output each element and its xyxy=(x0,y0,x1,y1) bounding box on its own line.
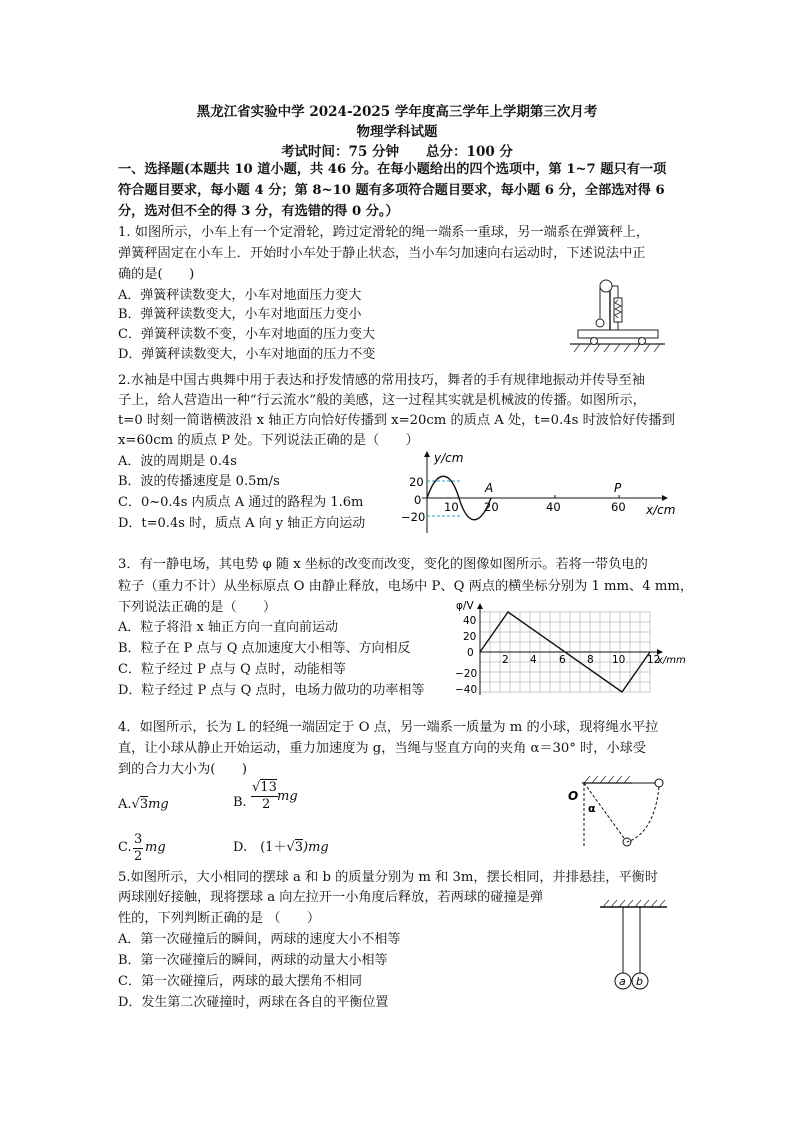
q4-line-2: 直，让小球从静止开始运动，重力加速度为 g，当绳与竖直方向的夹角 α＝30° 时，小球受 xyxy=(118,741,647,756)
q3-ytick-40: 40 xyxy=(463,615,477,627)
q3-line-2: 粒子（重力不计）从坐标原点 O 由静止释放，电场中 P、Q 两点的横坐标分别为 1 mm、4 mm， xyxy=(118,579,694,594)
q2-xtick-40: 40 xyxy=(546,500,561,514)
q3-xtick-12: 12 xyxy=(647,654,661,666)
q4-option-b-radicand: 13 xyxy=(260,780,277,795)
q3-ytick-20: 20 xyxy=(463,631,477,643)
q4-option-c-denominator: 2 xyxy=(134,849,143,864)
q3-line-3: 下列说法正确的是（ ） xyxy=(118,600,277,615)
q4-option-d[interactable] xyxy=(233,838,329,858)
q3-xtick-4: 4 xyxy=(530,654,537,666)
q3-line-1: 3．有一静电场，其电势 φ 随 x 坐标的改变而改变，变化的图像如图所示。若将一带负电的 xyxy=(118,557,648,572)
exam-title: 黑龙江省实验中学 2024-2025 学年度高三学年上学期第三次月考 xyxy=(196,104,598,120)
q1-cart-figure xyxy=(560,272,670,354)
exam-info xyxy=(0,140,794,160)
q5-line-1: 5.如图所示，大小相同的摆球 a 和 b 的质量分别为 m 和 3m，摆长相同，并排悬挂，平衡时 xyxy=(118,870,659,885)
q4-option-b-denominator: 2 xyxy=(262,797,271,812)
q4-option-d-prefix: D. (1＋ xyxy=(233,840,287,855)
q4-option-a-prefix: A. xyxy=(118,797,132,812)
q5-option-d[interactable]: D．发生第二次碰撞时，两球在各自的平衡位置 xyxy=(118,995,389,1010)
q3-ytick-0: 0 xyxy=(467,647,474,659)
q3-option-b[interactable]: B．粒子在 P 点与 Q 点加速度大小相等、方向相反 xyxy=(118,641,411,656)
q3-option-a[interactable]: A．粒子将沿 x 轴正方向一直向前运动 xyxy=(118,620,338,635)
q1-line-1: 1. 如图所示，小车上有一个定滑轮，跨过定滑轮的绳一端系一重球，另一端系在弹簧秤上， xyxy=(118,225,650,240)
q5-ball-b: b xyxy=(636,975,643,988)
q1-line-2: 弹簧秤固定在小车上．开始时小车处于静止状态，当小车匀加速向右运动时，下述说法中正 xyxy=(118,246,646,261)
q2-option-c[interactable]: C．0~0.4s 内质点 A 通过的路程为 1.6m xyxy=(118,495,364,510)
q4-label-alpha: α xyxy=(588,802,596,815)
q2-xtick-60: 60 xyxy=(611,500,626,514)
q4-option-a-unit: mg xyxy=(148,797,169,812)
q3-ytick-neg20: −20 xyxy=(455,668,478,680)
section1-line-2: 符合题目要求，每小题 4 分；第 8~10 题有多项符合题目要求，每小题 6 分，全部选对得 6 xyxy=(118,183,665,198)
q3-option-d[interactable]: D．粒子经过 P 点与 Q 点时，电场力做功的功率相等 xyxy=(118,683,425,698)
q4-option-c-unit: mg xyxy=(145,840,166,855)
q4-pendulum-figure xyxy=(562,768,682,858)
q1-option-c[interactable]: C．弹簧秤读数不变，小车对地面的压力变大 xyxy=(118,327,375,342)
q3-xtick-6: 6 xyxy=(559,654,566,666)
q3-ylabel: φ/V xyxy=(456,600,474,612)
q2-wave-graph xyxy=(392,448,677,538)
q4-option-a[interactable] xyxy=(118,795,169,815)
q2-point-a: A xyxy=(485,481,494,495)
q2-ytick-neg20: −20 xyxy=(401,510,426,524)
q2-ylabel: y/cm xyxy=(434,451,464,465)
q3-xtick-2: 2 xyxy=(502,654,509,666)
q2-line-2: 子上，给人营造出一种“行云流水”般的美感，这一过程其实就是机械波的传播。如图所示， xyxy=(118,393,646,408)
subject-title: 物理学科试题 xyxy=(356,124,438,140)
q2-point-p: P xyxy=(614,481,622,495)
q1-option-a[interactable]: A．弹簧秤读数变大，小车对地面压力变大 xyxy=(118,288,362,303)
q4-line-1: 4．如图所示，长为 L 的轻绳一端固定于 O 点，另一端系一质量为 m 的小球，现将绳水平拉 xyxy=(118,720,659,735)
q3-ytick-neg40: −40 xyxy=(455,684,478,696)
q4-option-c-numerator: 3 xyxy=(134,832,143,847)
q2-option-b[interactable]: B．波的传播速度是 0.5m/s xyxy=(118,474,280,489)
q3-xtick-8: 8 xyxy=(587,654,594,666)
q2-xtick-10: 10 xyxy=(444,500,459,514)
exam-info-text: 考试时间：75 分钟 总分：100 分 xyxy=(281,144,513,160)
q5-pendulums-figure xyxy=(595,892,675,997)
q1-option-b[interactable]: B．弹簧秤读数变大，小车对地面压力变小 xyxy=(118,307,362,322)
q4-option-b-prefix: B. xyxy=(233,795,247,810)
q2-option-d[interactable]: D．t=0.4s 时，质点 A 向 y 轴正方向运动 xyxy=(118,516,366,531)
q4-option-a-radicand: 3 xyxy=(139,797,149,812)
q5-option-a[interactable]: A．第一次碰撞后的瞬间，两球的速度大小不相等 xyxy=(118,932,401,947)
q3-potential-graph xyxy=(450,600,686,700)
q2-xlabel: x/cm xyxy=(646,503,676,517)
q4-line-3: 到的合力大小为( ) xyxy=(118,762,247,777)
q5-line-3: 性的，下列判断正确的是 （ ） xyxy=(118,911,321,926)
q2-line-4: x=60cm 的质点 P 处。下列说法正确的是（ ） xyxy=(118,433,419,448)
q4-option-b-unit: mg xyxy=(277,789,298,804)
q1-line-3: 确的是( ) xyxy=(118,267,195,282)
q4-option-d-radicand: 3 xyxy=(294,840,304,855)
q2-ytick-0: 0 xyxy=(414,493,422,507)
q5-ball-a: a xyxy=(619,975,626,988)
q2-option-a[interactable]: A．波的周期是 0.4s xyxy=(118,454,237,469)
q2-line-3: t=0 时刻一简谐横波沿 x 轴正方向恰好传播到 x=20cm 的质点 A 处，t=0.4s 时波恰好传播到 xyxy=(118,413,675,428)
q3-option-c[interactable]: C．粒子经过 P 点与 Q 点时，动能相等 xyxy=(118,662,346,677)
q5-option-b[interactable]: B．第一次碰撞后的瞬间，两球的动量大小相等 xyxy=(118,953,388,968)
sqrt-icon: √ xyxy=(286,840,295,855)
q2-ytick-20: 20 xyxy=(409,475,424,489)
q3-xlabel: x/mm xyxy=(657,655,686,666)
q2-line-1: 2.水袖是中国古典舞中用于表达和抒发情感的常用技巧，舞者的手有规律地振动并传导至袖 xyxy=(118,373,645,388)
q5-line-2: 两球刚好接触，现将摆球 a 向左拉开一小角度后释放，若两球的碰撞是弹 xyxy=(118,890,544,905)
q1-option-d[interactable]: D．弹簧秤读数变大，小车对地面的压力不变 xyxy=(118,347,376,362)
q2-xtick-20: 20 xyxy=(484,500,499,514)
section1-line-3: 分，选对但不全的得 3 分，有选错的得 0 分。） xyxy=(118,204,399,219)
q5-option-c[interactable]: C．第一次碰撞后，两球的最大摆角不相同 xyxy=(118,974,362,989)
sqrt-icon: √ xyxy=(252,780,261,795)
q4-label-o: O xyxy=(568,789,579,803)
q4-option-c-prefix: C. xyxy=(118,840,132,855)
q4-option-d-unit: )mg xyxy=(303,840,329,855)
q3-xtick-10: 10 xyxy=(612,654,626,666)
section1-line-1: 一、选择题(本题共 10 道小题，共 46 分。在每小题给出的四个选项中，第 1~7 题只有一项 xyxy=(118,162,667,177)
sqrt-icon: √ xyxy=(131,797,140,812)
